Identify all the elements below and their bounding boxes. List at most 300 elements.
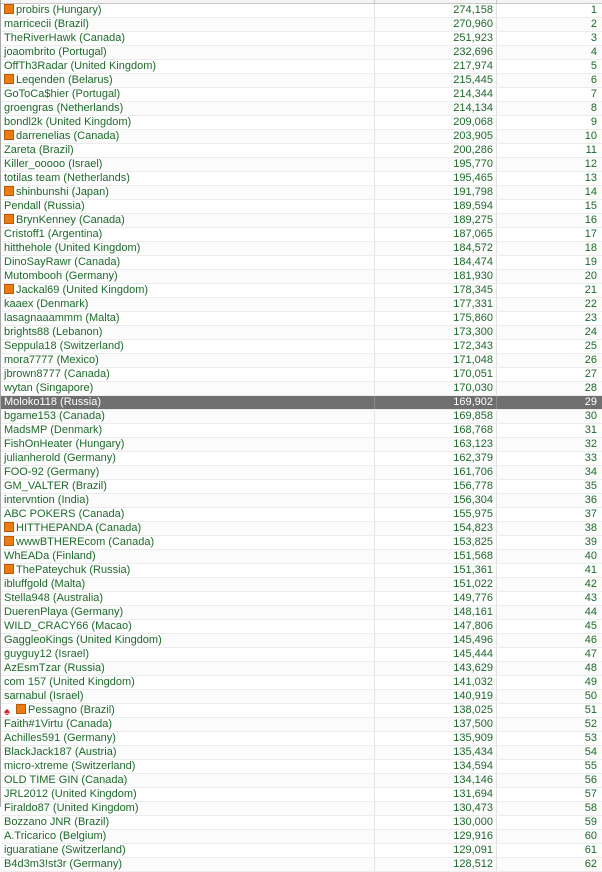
column-divider xyxy=(496,354,497,367)
column-divider xyxy=(374,88,375,101)
rank-cell: 1 xyxy=(590,4,597,16)
player-name: Pessagno (Brazil) xyxy=(28,704,115,716)
points-cell: 141,032 xyxy=(453,676,493,688)
player-name: HITTHEPANDA (Canada) xyxy=(16,522,142,534)
column-divider xyxy=(374,424,375,437)
table-row[interactable] xyxy=(1,606,602,620)
player-cell xyxy=(4,578,374,591)
column-divider xyxy=(374,32,375,45)
points-cell: 135,434 xyxy=(453,746,493,758)
points-cell: 162,379 xyxy=(453,452,493,464)
table-row[interactable] xyxy=(1,732,602,746)
rank-cell: 19 xyxy=(584,256,597,268)
column-divider xyxy=(496,662,497,675)
table-row[interactable] xyxy=(1,704,602,718)
points-cell: 130,473 xyxy=(453,802,493,814)
table-row[interactable] xyxy=(1,760,602,774)
player-cell xyxy=(4,760,374,773)
player-name: guyguy12 (Israel) xyxy=(4,648,89,660)
rank-cell: 45 xyxy=(584,620,597,632)
rank-cell: 44 xyxy=(584,606,597,618)
table-row[interactable] xyxy=(1,816,602,830)
player-cell xyxy=(4,648,374,661)
column-divider xyxy=(374,102,375,115)
player-cell xyxy=(4,508,374,521)
column-divider xyxy=(374,326,375,339)
points-cell: 140,919 xyxy=(453,690,493,702)
points-cell: 173,300 xyxy=(453,326,493,338)
table-row[interactable] xyxy=(1,550,602,564)
player-cell xyxy=(4,424,374,437)
table-row[interactable] xyxy=(1,102,602,116)
column-divider xyxy=(374,578,375,591)
points-cell: 153,825 xyxy=(453,536,493,548)
column-divider xyxy=(374,774,375,787)
player-name: TheRiverHawk (Canada) xyxy=(4,32,126,44)
player-cell xyxy=(4,536,374,549)
player-name: Zareta (Brazil) xyxy=(4,144,74,156)
player-name: iguaratiane (Switzerland) xyxy=(4,844,126,856)
player-name: WhEADa (Finland) xyxy=(4,550,96,562)
player-name: DinoSayRawr (Canada) xyxy=(4,256,121,268)
rank-cell: 56 xyxy=(584,774,597,786)
player-name: brights88 (Lebanon) xyxy=(4,326,103,338)
rank-cell: 38 xyxy=(584,522,597,534)
points-cell: 170,051 xyxy=(453,368,493,380)
table-row[interactable] xyxy=(1,200,602,214)
column-divider xyxy=(374,564,375,577)
table-row[interactable] xyxy=(1,536,602,550)
player-cell xyxy=(4,606,374,619)
table-row[interactable] xyxy=(1,830,602,844)
points-cell: 161,706 xyxy=(453,466,493,478)
table-row[interactable] xyxy=(1,116,602,130)
table-row[interactable] xyxy=(1,438,602,452)
player-cell xyxy=(4,452,374,465)
points-cell: 169,858 xyxy=(453,410,493,422)
column-divider xyxy=(496,88,497,101)
column-divider xyxy=(374,508,375,521)
table-row[interactable] xyxy=(1,130,602,144)
player-cell xyxy=(4,326,374,339)
table-row[interactable] xyxy=(1,620,602,634)
rank-cell: 17 xyxy=(584,228,597,240)
column-divider xyxy=(374,382,375,395)
table-row[interactable] xyxy=(1,648,602,662)
rank-cell: 61 xyxy=(584,844,597,856)
column-divider xyxy=(496,270,497,283)
column-divider xyxy=(374,690,375,703)
player-name: probirs (Hungary) xyxy=(16,4,102,16)
points-cell: 232,696 xyxy=(453,46,493,58)
column-divider xyxy=(496,0,497,3)
table-row[interactable] xyxy=(1,480,602,494)
points-cell: 270,960 xyxy=(453,18,493,30)
points-cell: 181,930 xyxy=(453,270,493,282)
rank-cell: 3 xyxy=(590,32,597,44)
column-divider xyxy=(496,228,497,241)
player-cell xyxy=(4,200,374,213)
player-cell xyxy=(4,746,374,759)
column-divider xyxy=(496,4,497,17)
column-divider xyxy=(374,522,375,535)
table-row[interactable] xyxy=(1,284,602,298)
points-cell: 214,344 xyxy=(453,88,493,100)
player-name: bondl2k (United Kingdom) xyxy=(4,116,132,128)
column-divider xyxy=(374,46,375,59)
rank-cell: 30 xyxy=(584,410,597,422)
points-cell: 134,594 xyxy=(453,760,493,772)
table-row[interactable] xyxy=(1,256,602,270)
points-cell: 171,048 xyxy=(453,354,493,366)
table-row[interactable] xyxy=(1,32,602,46)
column-divider xyxy=(374,480,375,493)
column-divider xyxy=(496,144,497,157)
rank-cell: 24 xyxy=(584,326,597,338)
player-name: GoToCa$hier (Portugal) xyxy=(4,88,121,100)
player-cell xyxy=(4,298,374,311)
column-divider xyxy=(496,760,497,773)
player-cell xyxy=(4,732,374,745)
table-row[interactable] xyxy=(1,144,602,158)
points-cell: 129,916 xyxy=(453,830,493,842)
points-cell: 128,512 xyxy=(453,858,493,870)
rank-cell: 51 xyxy=(584,704,597,716)
rank-cell: 11 xyxy=(585,144,597,156)
points-cell: 195,770 xyxy=(453,158,493,170)
rank-cell: 32 xyxy=(584,438,597,450)
rank-cell: 36 xyxy=(584,494,597,506)
points-cell: 130,000 xyxy=(453,816,493,828)
player-cell xyxy=(4,788,374,801)
player-name: Killer_ooooo (Israel) xyxy=(4,158,103,170)
column-divider xyxy=(374,228,375,241)
rank-cell: 37 xyxy=(584,508,597,520)
player-cell xyxy=(4,438,374,451)
player-name: Jackal69 (United Kingdom) xyxy=(16,284,149,296)
rank-cell: 50 xyxy=(584,690,597,702)
rank-cell: 22 xyxy=(584,298,597,310)
rank-cell: 10 xyxy=(584,130,597,142)
orange-square-icon xyxy=(4,130,14,140)
player-cell xyxy=(4,466,374,479)
points-cell: 147,806 xyxy=(453,620,493,632)
points-cell: 209,068 xyxy=(453,116,493,128)
player-cell xyxy=(4,256,374,269)
column-divider xyxy=(374,340,375,353)
column-divider xyxy=(496,46,497,59)
column-divider xyxy=(496,704,497,717)
player-cell xyxy=(4,186,374,199)
player-cell xyxy=(4,284,374,297)
column-divider xyxy=(374,466,375,479)
column-divider xyxy=(496,438,497,451)
rank-cell: 35 xyxy=(584,480,597,492)
rank-cell: 34 xyxy=(584,466,597,478)
rank-cell: 46 xyxy=(584,634,597,646)
points-cell: 145,496 xyxy=(453,634,493,646)
column-divider xyxy=(374,438,375,451)
points-cell: 163,123 xyxy=(453,438,493,450)
rank-cell: 23 xyxy=(584,312,597,324)
player-cell xyxy=(4,564,374,577)
player-cell xyxy=(4,704,374,718)
points-cell: 149,776 xyxy=(453,592,493,604)
table-row[interactable] xyxy=(1,858,602,872)
table-row[interactable] xyxy=(1,508,602,522)
player-cell xyxy=(4,816,374,829)
player-name: intervntion (India) xyxy=(4,494,89,506)
player-name: Bozzano JNR (Brazil) xyxy=(4,816,110,828)
rank-cell: 4 xyxy=(590,46,597,58)
rank-cell: 47 xyxy=(584,648,597,660)
rank-cell: 29 xyxy=(584,396,597,408)
player-cell xyxy=(4,158,374,171)
column-divider xyxy=(374,312,375,325)
player-name: Leqenden (Belarus) xyxy=(16,74,113,86)
player-name: GM_VALTER (Brazil) xyxy=(4,480,107,492)
table-row[interactable] xyxy=(1,424,602,438)
points-cell: 151,361 xyxy=(453,564,493,576)
table-row[interactable] xyxy=(1,676,602,690)
player-name: jbrown8777 (Canada) xyxy=(4,368,110,380)
rank-cell: 20 xyxy=(584,270,597,282)
table-row[interactable] xyxy=(1,718,602,732)
points-cell: 172,343 xyxy=(453,340,493,352)
column-divider xyxy=(374,0,375,3)
column-divider xyxy=(374,60,375,73)
column-divider xyxy=(496,536,497,549)
table-row[interactable] xyxy=(1,802,602,816)
table-row[interactable] xyxy=(1,214,602,228)
rank-cell: 39 xyxy=(584,536,597,548)
column-divider xyxy=(496,746,497,759)
points-cell: 131,694 xyxy=(453,788,493,800)
table-row[interactable] xyxy=(1,312,602,326)
table-row[interactable] xyxy=(1,228,602,242)
player-cell xyxy=(4,214,374,227)
table-row[interactable] xyxy=(1,774,602,788)
player-name: B4d3m3!st3r (Germany) xyxy=(4,858,122,870)
player-name: groengras (Netherlands) xyxy=(4,102,124,114)
column-divider xyxy=(374,550,375,563)
column-divider xyxy=(496,592,497,605)
column-divider xyxy=(496,340,497,353)
points-cell: 135,909 xyxy=(453,732,493,744)
table-row[interactable] xyxy=(1,410,602,424)
table-row[interactable] xyxy=(1,382,602,396)
rank-cell: 9 xyxy=(590,116,597,128)
column-divider xyxy=(496,774,497,787)
rank-cell: 2 xyxy=(590,18,597,30)
column-divider xyxy=(496,648,497,661)
orange-square-icon xyxy=(4,522,14,532)
table-row[interactable] xyxy=(1,158,602,172)
rank-cell: 13 xyxy=(584,172,597,184)
table-row[interactable] xyxy=(1,18,602,32)
column-divider xyxy=(496,452,497,465)
column-divider xyxy=(496,382,497,395)
rank-cell: 7 xyxy=(590,88,597,100)
rank-cell: 25 xyxy=(584,340,597,352)
column-divider xyxy=(374,410,375,423)
column-divider xyxy=(374,256,375,269)
column-divider xyxy=(496,480,497,493)
table-row[interactable] xyxy=(1,298,602,312)
player-cell xyxy=(4,802,374,815)
player-name: FOO-92 (Germany) xyxy=(4,466,100,478)
table-row[interactable] xyxy=(1,242,602,256)
column-divider xyxy=(496,634,497,647)
points-cell: 156,304 xyxy=(453,494,493,506)
player-name: darrenelias (Canada) xyxy=(16,130,120,142)
player-cell xyxy=(4,74,374,87)
table-row[interactable] xyxy=(1,564,602,578)
rank-cell: 53 xyxy=(584,732,597,744)
rank-cell: 28 xyxy=(584,382,597,394)
column-divider xyxy=(374,214,375,227)
column-divider xyxy=(374,844,375,857)
column-divider xyxy=(496,732,497,745)
column-divider xyxy=(496,788,497,801)
orange-square-icon xyxy=(4,564,14,574)
table-row[interactable] xyxy=(1,4,602,18)
player-name: Firaldo87 (United Kingdom) xyxy=(4,802,139,814)
table-row[interactable] xyxy=(1,46,602,60)
column-divider xyxy=(496,816,497,829)
player-name: DuerenPlaya (Germany) xyxy=(4,606,124,618)
column-divider xyxy=(374,620,375,633)
column-divider xyxy=(374,354,375,367)
table-row[interactable] xyxy=(1,746,602,760)
orange-square-icon xyxy=(4,186,14,196)
table-row[interactable] xyxy=(1,74,602,88)
table-row[interactable] xyxy=(1,88,602,102)
table-row[interactable] xyxy=(1,466,602,480)
leaderboard-rows xyxy=(1,4,602,872)
table-row[interactable] xyxy=(1,788,602,802)
table-row[interactable] xyxy=(1,326,602,340)
column-divider xyxy=(374,130,375,143)
player-name: GaggleoKings (United Kingdom) xyxy=(4,634,162,646)
column-divider xyxy=(496,550,497,563)
points-cell: 187,065 xyxy=(453,228,493,240)
table-row[interactable] xyxy=(1,662,602,676)
points-cell: 170,030 xyxy=(453,382,493,394)
table-row[interactable] xyxy=(1,396,602,410)
points-cell: 189,275 xyxy=(453,214,493,226)
rank-cell: 57 xyxy=(584,788,597,800)
player-name: shinbunshi (Japan) xyxy=(16,186,109,198)
column-divider xyxy=(496,564,497,577)
player-cell xyxy=(4,354,374,367)
column-divider xyxy=(374,732,375,745)
player-cell xyxy=(4,634,374,647)
points-cell: 214,134 xyxy=(453,102,493,114)
player-name: kaaex (Denmark) xyxy=(4,298,89,310)
player-cell xyxy=(4,396,374,409)
column-divider xyxy=(496,522,497,535)
player-name: Mutombooh (Germany) xyxy=(4,270,118,282)
player-cell xyxy=(4,130,374,143)
column-divider xyxy=(374,662,375,675)
player-name: OffTh3Radar (United Kingdom) xyxy=(4,60,157,72)
rank-cell: 16 xyxy=(584,214,597,226)
table-row[interactable] xyxy=(1,592,602,606)
rank-cell: 5 xyxy=(590,60,597,72)
column-divider xyxy=(496,508,497,521)
column-divider xyxy=(374,760,375,773)
table-row[interactable] xyxy=(1,354,602,368)
player-cell xyxy=(4,480,374,493)
player-name: ABC POKERS (Canada) xyxy=(4,508,125,520)
column-divider xyxy=(374,242,375,255)
column-divider xyxy=(496,466,497,479)
player-name: marricecii (Brazil) xyxy=(4,18,89,30)
player-name: julianherold (Germany) xyxy=(4,452,116,464)
column-divider xyxy=(374,396,375,409)
points-cell: 177,331 xyxy=(453,298,493,310)
player-name: WILD_CRACY66 (Macao) xyxy=(4,620,132,632)
table-row[interactable] xyxy=(1,690,602,704)
player-cell xyxy=(4,228,374,241)
red-spade-icon: ♠ xyxy=(4,706,10,718)
column-divider xyxy=(496,396,497,409)
table-row[interactable] xyxy=(1,340,602,354)
player-cell xyxy=(4,382,374,395)
table-row[interactable] xyxy=(1,172,602,186)
column-divider xyxy=(496,368,497,381)
player-cell xyxy=(4,116,374,129)
table-row[interactable] xyxy=(1,186,602,200)
column-divider xyxy=(374,144,375,157)
column-divider xyxy=(374,746,375,759)
rank-cell: 41 xyxy=(584,564,597,576)
player-name: Cristoff1 (Argentina) xyxy=(4,228,103,240)
orange-square-icon xyxy=(4,4,14,14)
column-divider xyxy=(496,606,497,619)
player-cell xyxy=(4,858,374,871)
table-row[interactable] xyxy=(1,368,602,382)
player-name: BlackJack187 (Austria) xyxy=(4,746,117,758)
table-row[interactable] xyxy=(1,522,602,536)
player-name: wytan (Singapore) xyxy=(4,382,94,394)
table-row[interactable] xyxy=(1,270,602,284)
table-row[interactable] xyxy=(1,844,602,858)
column-divider xyxy=(496,312,497,325)
column-divider xyxy=(496,676,497,689)
player-name: sarnabul (Israel) xyxy=(4,690,84,702)
column-divider xyxy=(496,620,497,633)
table-row[interactable] xyxy=(1,452,602,466)
table-row[interactable] xyxy=(1,494,602,508)
table-row[interactable] xyxy=(1,60,602,74)
points-cell: 138,025 xyxy=(453,704,493,716)
points-cell: 191,798 xyxy=(453,186,493,198)
points-cell: 178,345 xyxy=(453,284,493,296)
rank-cell: 8 xyxy=(590,102,597,114)
column-divider xyxy=(374,494,375,507)
player-cell xyxy=(4,774,374,787)
table-row[interactable] xyxy=(1,634,602,648)
points-cell: 189,594 xyxy=(453,200,493,212)
table-row[interactable] xyxy=(1,578,602,592)
column-divider xyxy=(496,578,497,591)
rank-cell: 26 xyxy=(584,354,597,366)
column-divider xyxy=(496,242,497,255)
rank-cell: 12 xyxy=(584,158,597,170)
column-divider xyxy=(496,186,497,199)
